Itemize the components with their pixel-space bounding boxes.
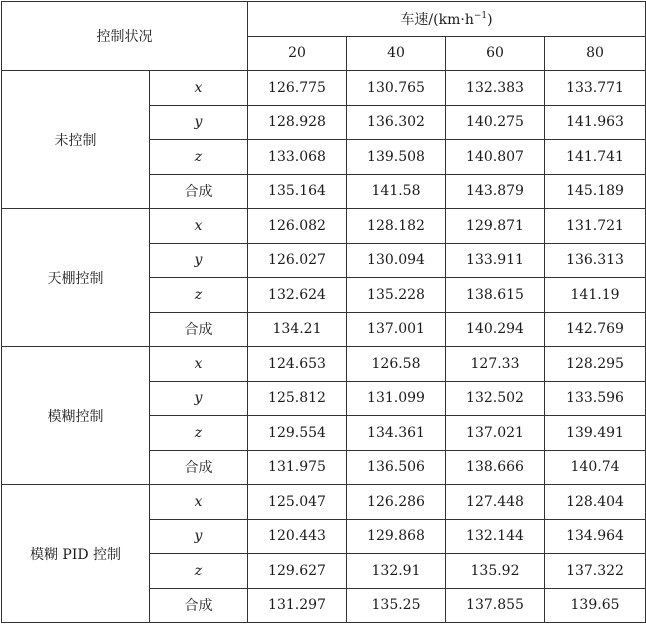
value-cell: 132.91 — [347, 554, 446, 589]
axis-cell: 合成 — [150, 450, 248, 485]
value-cell: 140.74 — [545, 450, 646, 485]
value-cell: 136.302 — [347, 105, 446, 140]
value-cell: 132.383 — [446, 71, 545, 106]
value-cell: 135.164 — [248, 174, 347, 209]
axis-cell: z — [150, 140, 248, 175]
table-row — [2, 209, 646, 244]
value-cell: 140.294 — [446, 312, 545, 347]
header-speed — [248, 2, 646, 37]
group-name-cell: 模糊 PID 控制 — [2, 485, 150, 623]
value-cell: 124.653 — [248, 347, 347, 382]
axis-cell: z — [150, 554, 248, 589]
value-cell: 134.21 — [248, 312, 347, 347]
value-cell: 132.624 — [248, 278, 347, 313]
header-speed-60: 60 — [446, 36, 545, 71]
value-cell: 137.855 — [446, 588, 545, 623]
header-condition: 控制状况 — [2, 2, 248, 71]
value-cell: 133.068 — [248, 140, 347, 175]
value-cell: 127.33 — [446, 347, 545, 382]
value-cell: 131.975 — [248, 450, 347, 485]
value-cell: 129.554 — [248, 416, 347, 451]
value-cell: 126.082 — [248, 209, 347, 244]
value-cell: 125.047 — [248, 485, 347, 520]
value-cell: 127.448 — [446, 485, 545, 520]
data-table — [1, 1, 646, 623]
value-cell: 130.765 — [347, 71, 446, 106]
header-speed-sup: −1 — [473, 10, 488, 21]
axis-cell: y — [150, 381, 248, 416]
value-cell: 128.182 — [347, 209, 446, 244]
value-cell: 140.807 — [446, 140, 545, 175]
value-cell: 141.58 — [347, 174, 446, 209]
value-cell: 140.275 — [446, 105, 545, 140]
table-body — [2, 71, 646, 623]
value-cell: 131.297 — [248, 588, 347, 623]
value-cell: 138.615 — [446, 278, 545, 313]
value-cell: 137.021 — [446, 416, 545, 451]
value-cell: 137.001 — [347, 312, 446, 347]
axis-cell: y — [150, 105, 248, 140]
header-speed-prefix: 车速/(km·h — [400, 11, 474, 28]
value-cell: 132.502 — [446, 381, 545, 416]
value-cell: 139.65 — [545, 588, 646, 623]
value-cell: 139.508 — [347, 140, 446, 175]
axis-cell: y — [150, 519, 248, 554]
value-cell: 137.322 — [545, 554, 646, 589]
value-cell: 126.027 — [248, 243, 347, 278]
value-cell: 120.443 — [248, 519, 347, 554]
value-cell: 135.92 — [446, 554, 545, 589]
value-cell: 125.812 — [248, 381, 347, 416]
value-cell: 128.928 — [248, 105, 347, 140]
header-speed-suffix: ) — [487, 11, 493, 28]
value-cell: 132.144 — [446, 519, 545, 554]
axis-cell: 合成 — [150, 312, 248, 347]
value-cell: 129.868 — [347, 519, 446, 554]
value-cell: 135.25 — [347, 588, 446, 623]
value-cell: 142.769 — [545, 312, 646, 347]
value-cell: 131.721 — [545, 209, 646, 244]
value-cell: 143.879 — [446, 174, 545, 209]
value-cell: 145.189 — [545, 174, 646, 209]
value-cell: 128.295 — [545, 347, 646, 382]
group-name-cell: 模糊控制 — [2, 347, 150, 485]
value-cell: 130.094 — [347, 243, 446, 278]
axis-cell: z — [150, 278, 248, 313]
axis-cell: x — [150, 209, 248, 244]
value-cell: 134.361 — [347, 416, 446, 451]
value-cell: 134.964 — [545, 519, 646, 554]
header-speed-80: 80 — [545, 36, 646, 71]
header-speed-20: 20 — [248, 36, 347, 71]
value-cell: 133.771 — [545, 71, 646, 106]
table-row — [2, 347, 646, 382]
value-cell: 141.19 — [545, 278, 646, 313]
value-cell: 131.099 — [347, 381, 446, 416]
axis-cell: 合成 — [150, 588, 248, 623]
header-speed-40: 40 — [347, 36, 446, 71]
value-cell: 133.911 — [446, 243, 545, 278]
value-cell: 126.775 — [248, 71, 347, 106]
axis-cell: z — [150, 416, 248, 451]
value-cell: 139.491 — [545, 416, 646, 451]
value-cell: 126.286 — [347, 485, 446, 520]
value-cell: 135.228 — [347, 278, 446, 313]
value-cell: 136.506 — [347, 450, 446, 485]
axis-cell: y — [150, 243, 248, 278]
axis-cell: 合成 — [150, 174, 248, 209]
value-cell: 141.741 — [545, 140, 646, 175]
value-cell: 126.58 — [347, 347, 446, 382]
group-name-cell: 未控制 — [2, 71, 150, 209]
axis-cell: x — [150, 347, 248, 382]
axis-cell: x — [150, 71, 248, 106]
axis-cell: x — [150, 485, 248, 520]
table-row — [2, 71, 646, 106]
value-cell: 128.404 — [545, 485, 646, 520]
value-cell: 138.666 — [446, 450, 545, 485]
value-cell: 133.596 — [545, 381, 646, 416]
value-cell: 129.627 — [248, 554, 347, 589]
value-cell: 141.963 — [545, 105, 646, 140]
value-cell: 136.313 — [545, 243, 646, 278]
value-cell: 129.871 — [446, 209, 545, 244]
table-row — [2, 485, 646, 520]
group-name-cell: 天棚控制 — [2, 209, 150, 347]
